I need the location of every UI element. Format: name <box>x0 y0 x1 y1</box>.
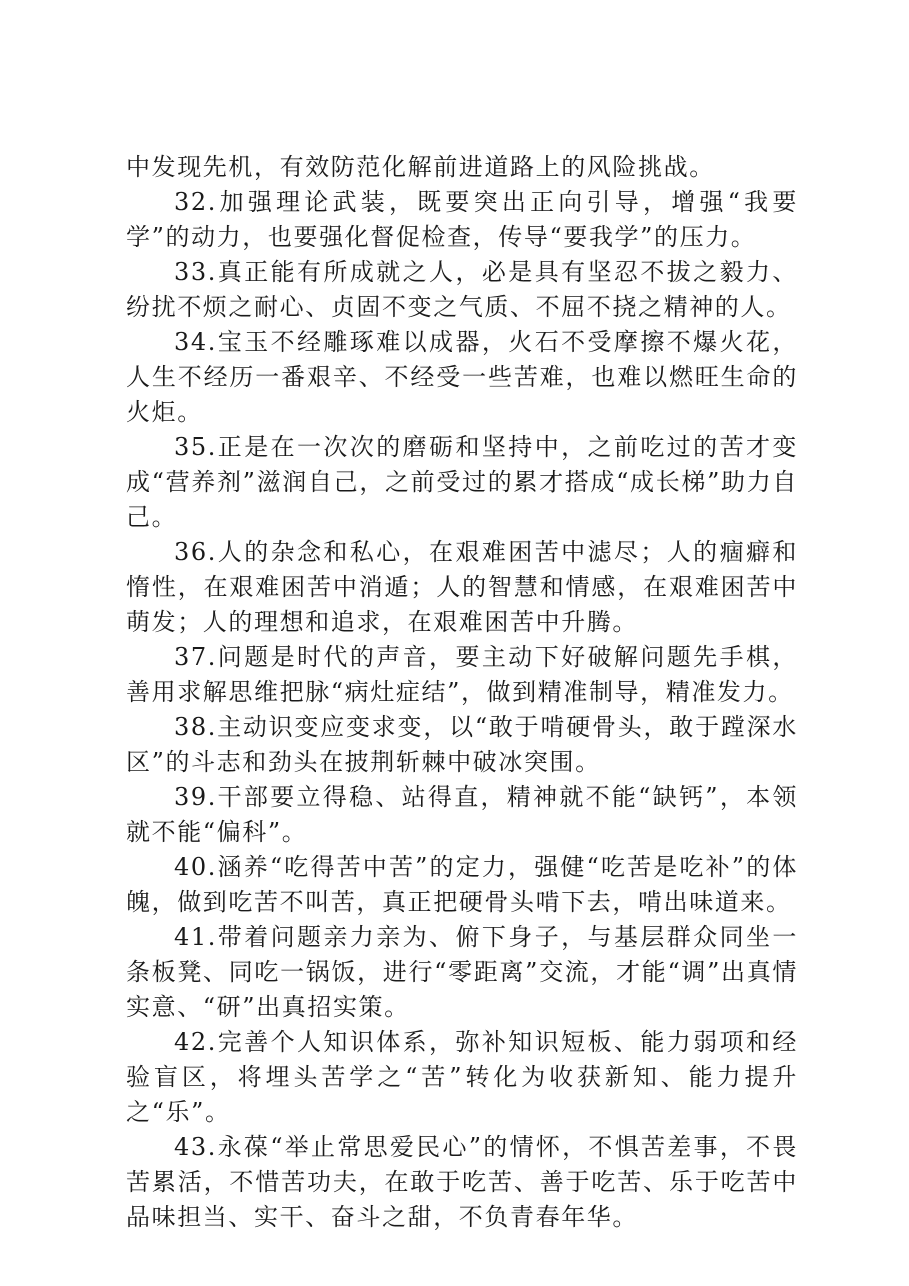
paragraph-41: 41.带着问题亲力亲为、俯下身子，与基层群众同坐一条板凳、同吃一锅饭，进行“零距离”交流，才能“调”出真情实意、“研”出真招实策。 <box>126 923 798 1021</box>
paragraph-32: 32.加强理论武装，既要突出正向引导，增强“我要学”的动力，也要强化督促检查，传导“要我学”的压力。 <box>126 188 798 251</box>
paragraph-continuation: 中发现先机，有效防范化解前进道路上的风险挑战。 <box>126 153 715 181</box>
paragraph-33: 33.真正能有所成就之人，必是具有坚忍不拔之毅力、纷扰不烦之耐心、贞固不变之气质、不屈不挠之精神的人。 <box>126 258 798 321</box>
paragraph-40: 40.涵养“吃得苦中苦”的定力，强健“吃苦是吃补”的体魄，做到吃苦不叫苦，真正把硬骨头啃下去，啃出味道来。 <box>126 853 798 916</box>
document-body <box>126 150 798 1235</box>
paragraph-36: 36.人的杂念和私心，在艰难困苦中滤尽；人的痼癖和惰性，在艰难困苦中消遁；人的智慧和情感，在艰难困苦中萌发；人的理想和追求，在艰难困苦中升腾。 <box>126 538 798 636</box>
paragraph-34: 34.宝玉不经雕琢难以成器，火石不受摩擦不爆火花，人生不经历一番艰辛、不经受一些苦难，也难以燃旺生命的火炬。 <box>126 328 798 426</box>
paragraph-35: 35.正是在一次次的磨砺和坚持中，之前吃过的苦才变成“营养剂”滋润自己，之前受过的累才搭成“成长梯”助力自己。 <box>126 433 798 531</box>
paragraph-38: 38.主动识变应变求变，以“敢于啃硬骨头，敢于蹚深水区”的斗志和劲头在披荆斩棘中破冰突围。 <box>126 713 798 776</box>
paragraph-43: 43.永葆“举止常思爱民心”的情怀，不惧苦差事，不畏苦累活，不惜苦功夫，在敢于吃苦、善于吃苦、乐于吃苦中品味担当、实干、奋斗之甜，不负青春年华。 <box>126 1133 798 1231</box>
paragraph-37: 37.问题是时代的声音，要主动下好破解问题先手棋，善用求解思维把脉“病灶症结”，做到精准制导，精准发力。 <box>126 643 798 706</box>
paragraph-42: 42.完善个人知识体系，弥补知识短板、能力弱项和经验盲区，将埋头苦学之“苦”转化为收获新知、能力提升之“乐”。 <box>126 1028 798 1126</box>
paragraph-39: 39.干部要立得稳、站得直，精神就不能“缺钙”，本领就不能“偏科”。 <box>126 783 798 846</box>
